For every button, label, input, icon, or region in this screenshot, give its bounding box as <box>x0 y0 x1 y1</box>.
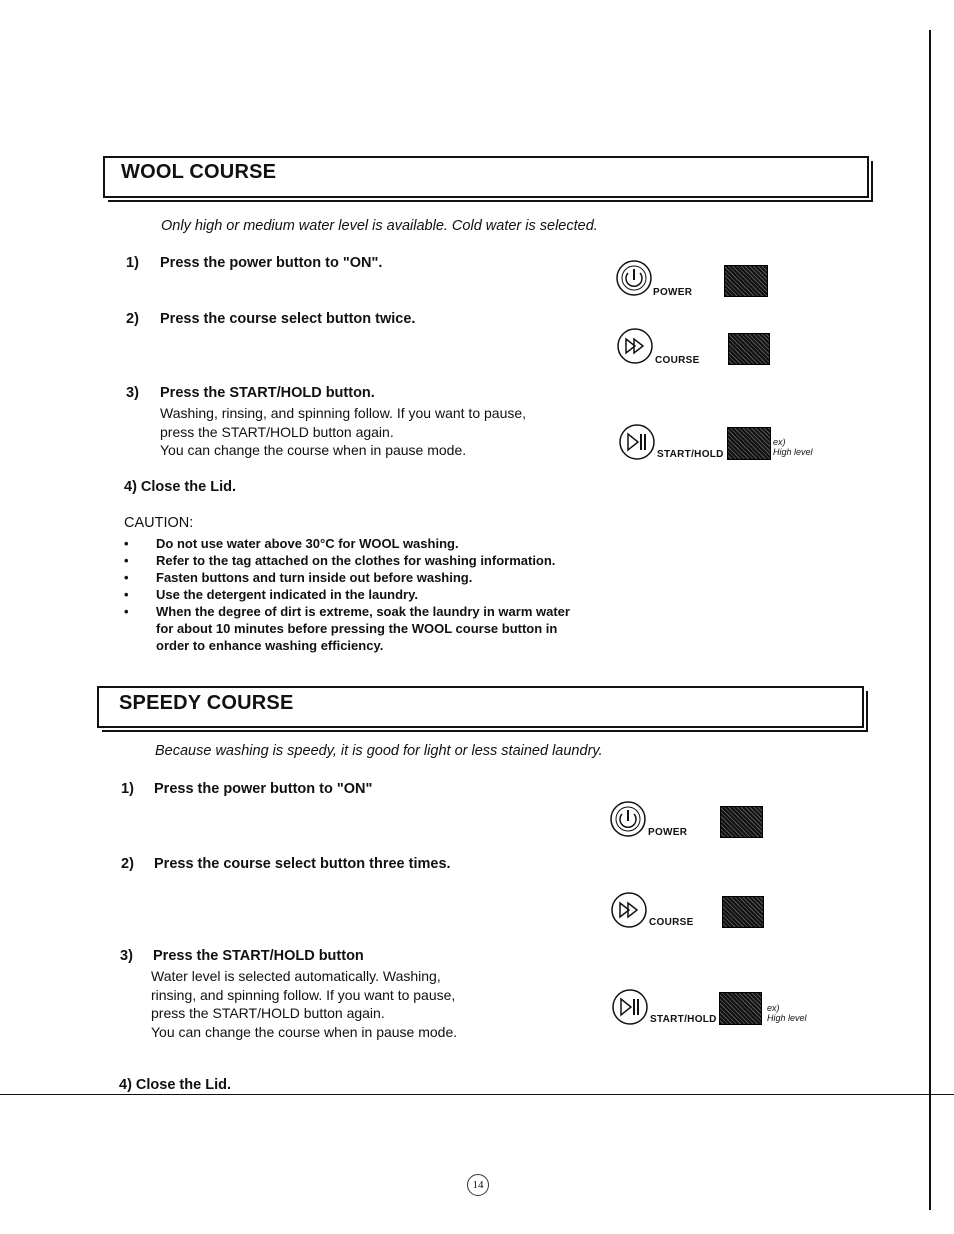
speedy-step-2-text: Press the course select button three times. <box>154 856 451 872</box>
speedy-step-3-detail-line: rinsing, and spinning follow. If you want to pause, <box>151 986 456 1003</box>
page-edge-line <box>929 30 931 1210</box>
speedy-step-3-details <box>151 967 457 1041</box>
power-display <box>724 265 768 297</box>
power-display <box>720 806 763 838</box>
speedy-step-3-detail-line: You can change the course when in pause mode. <box>151 1023 458 1040</box>
example-level: High level <box>773 447 813 457</box>
page-number: 14 <box>467 1174 489 1196</box>
course-button-label: COURSE <box>655 355 700 366</box>
wool-step-2-text: Press the course select button twice. <box>160 311 416 327</box>
start-hold-display <box>727 427 771 460</box>
wool-caution-list <box>124 535 594 654</box>
power-icon <box>614 258 654 298</box>
start-hold-display <box>719 992 762 1025</box>
fast-forward-icon <box>615 326 655 366</box>
caution-item: • Refer to the tag attached on the clothes for washing information. <box>124 552 594 569</box>
wool-caution-label: CAUTION: <box>124 515 194 531</box>
example-label: ex) <box>767 1003 780 1013</box>
caution-item: • When the degree of dirt is extreme, soak the laundry in warm water for about 10 minutes before pressing the WOOL course button in order to enhance washing efficiency. <box>124 603 576 654</box>
wool-step-2-number: 2) <box>126 311 139 327</box>
start-hold-button-label: START/HOLD <box>657 449 724 460</box>
course-display <box>722 896 764 928</box>
wool-course-intro: Only high or medium water level is available. Cold water is selected. <box>161 218 598 234</box>
speedy-course-title: SPEEDY COURSE <box>119 692 294 714</box>
speedy-step-1-text: Press the power button to "ON" <box>154 781 373 797</box>
example-note <box>773 437 813 457</box>
example-note <box>767 1003 807 1023</box>
bottom-divider <box>0 1094 954 1095</box>
speedy-step-3-detail-line: Water level is selected automatically. Washing, <box>151 968 441 984</box>
wool-step-3-number: 3) <box>126 385 139 401</box>
wool-step-3-detail-line: You can change the course when in pause mode. <box>160 442 467 458</box>
speedy-step-3-detail-line: press the START/HOLD button again. <box>151 1005 385 1021</box>
wool-step-3-details <box>160 404 526 460</box>
wool-close-lid: 4) Close the Lid. <box>124 479 236 495</box>
start-hold-button-label: START/HOLD <box>650 1014 717 1025</box>
wool-step-1-text: Press the power button to "ON". <box>160 255 383 271</box>
fast-forward-icon <box>609 890 649 930</box>
wool-step-3-detail-line: press the START/HOLD button again. <box>160 423 394 440</box>
power-button-label: POWER <box>648 827 688 838</box>
caution-item: • Do not use water above 30°C for WOOL washing. <box>124 535 594 552</box>
speedy-course-intro: Because washing is speedy, it is good for light or less stained laundry. <box>155 743 603 759</box>
speedy-step-1-number: 1) <box>121 781 134 797</box>
speedy-close-lid: 4) Close the Lid. <box>119 1077 231 1093</box>
power-icon <box>608 799 648 839</box>
caution-item: • Use the detergent indicated in the laundry. <box>124 586 594 603</box>
wool-step-3-text: Press the START/HOLD button. <box>160 385 375 401</box>
wool-step-3-detail-line: Washing, rinsing, and spinning follow. If you want to pause, <box>160 405 527 421</box>
course-display <box>728 333 770 365</box>
play-pause-icon <box>617 422 657 462</box>
speedy-step-3-number: 3) <box>120 948 133 964</box>
example-label: ex) <box>773 437 786 447</box>
example-level: High level <box>767 1013 807 1023</box>
course-button-label: COURSE <box>649 917 694 928</box>
wool-course-title: WOOL COURSE <box>121 161 277 183</box>
speedy-step-2-number: 2) <box>121 856 134 872</box>
play-pause-icon <box>610 987 650 1027</box>
wool-step-1-number: 1) <box>126 255 139 271</box>
power-button-label: POWER <box>653 287 693 298</box>
caution-item: • Fasten buttons and turn inside out before washing. <box>124 569 594 586</box>
speedy-step-3-text: Press the START/HOLD button <box>153 948 364 964</box>
